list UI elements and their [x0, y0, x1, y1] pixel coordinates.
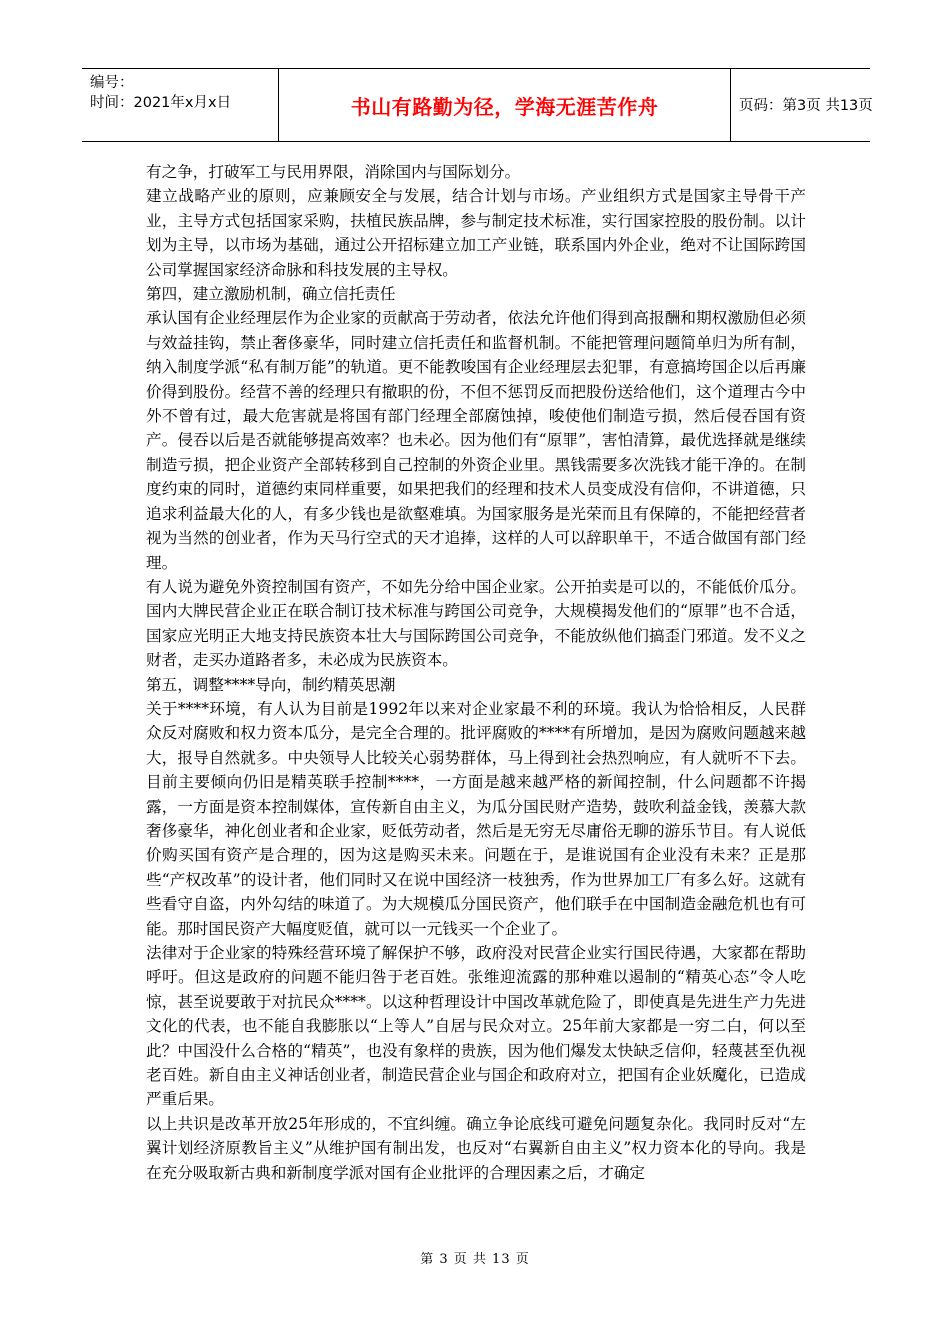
paragraph: 建立战略产业的原则，应兼顾安全与发展，结合计划与市场。产业组织方式是国家主导骨干产业，主导方式包括国家采购，扶植民族品牌，参与制定技术标准，实行国家控股的股份制。以计划为主导，以市场为基础，通过公开招标建立加工产业链，联系国内外企业，绝对不让国际跨国公司掌握国家经济命脉和科技发展的主导权。 [146, 187, 806, 279]
section-heading: 第四，建立激励机制，确立信托责任 [146, 285, 396, 304]
document-number-label: 编号： [90, 75, 134, 91]
page-footer: 第 3 页 共 13 页 [420, 1252, 530, 1267]
document-body [146, 160, 806, 1185]
paragraph: 关于****环境，有人认为目前是1992年以来对企业家最不利的环境。我认为恰恰相反，人民群众反对腐败和权力资本瓜分，是完全合理的。批评腐败的****有所增加，是因为腐败问题越来越大，报导自然就多。中央领导人比较关心弱势群体，马上得到社会热烈响应，有人就听不下去。目前主要倾向仍旧是精英联手控制****，一方面是越来越严格的新闻控制，什么问题都不许揭露，一方面是资本控制媒体，宣传新自由主义，为瓜分国民财产造势，鼓吹利益金钱，羡慕大款奢侈豪华，神化创业者和企业家，贬低劳动者，然后是无穷无尽庸俗无聊的游乐节目。有人说低价购买国有资产是合理的，因为这是购买未来。问题在于，是谁说国有企业没有未来？正是那些“产权改革”的设计者，他们同时又在说中国经济一枝独秀，作为世界加工厂有多么好。这就有些看守自盗，内外勾结的味道了。为大规模瓜分国民资产，他们联手在中国制造金融危机也有可能。那时国民资产大幅度贬值，就可以一元钱买一个企业了。 [146, 699, 806, 938]
paragraph: 法律对于企业家的特殊经营环境了解保护不够，政府没对民营企业实行国民待遇，大家都在帮助呼吁。但这是政府的问题不能归咎于老百姓。张维迎流露的那种难以遏制的“精英心态”令人吃惊，甚至说要敢于对抗民众****。以这种哲理设计中国改革就危险了，即使真是先进生产力先进文化的代表，也不能自我膨胀以“上等人”自居与民众对立。25年前大家都是一穷二白，何以至此？中国没什么合格的“精英”，也没有象样的贵族，因为他们爆发太快缺乏信仰，轻蔑甚至仇视老百姓。新自由主义神话创业者，制造民营企业与国企和政府对立，把国有企业妖魔化，已造成严重后果。 [146, 944, 806, 1109]
header-page-info: 页码：第3页 共13页 [739, 98, 873, 114]
header-motto: 书山有路勤为径，学海无涯苦作舟 [350, 95, 659, 119]
paragraph: 承认国有企业经理层作为企业家的贡献高于劳动者，依法允许他们得到高报酬和期权激励但必须与效益挂钩，禁止奢侈豪华，同时建立信托责任和监督机制。不能把管理问题简单归为所有制，纳入制度学派“私有制万能”的轨道。更不能教唆国有企业经理层去犯罪，有意搞垮国企以后再廉价得到股份。经营不善的经理只有撤职的份，不但不惩罚反而把股份送给他们，这个道理古今中外不曾有过，最大危害就是将国有部门经理全部腐蚀掉，唆使他们制造亏损，然后侵吞国有资产。侵吞以后是否就能够提高效率？也未必。因为他们有“原罪”，害怕清算，最优选择就是继续制造亏损，把企业资产全部转移到自己控制的外资企业里。黑钱需要多次洗钱才能干净的。在制度约束的同时，道德约束同样重要，如果把我们的经理和技术人员变成没有信仰，不讲道德，只追求利益最大化的人，有多少钱也是欲壑难填。为国家服务是光荣而且有保障的，不能把经营者视为当然的创业者，作为天马行空式的天才追捧，这样的人可以辞职单干，不适合做国有部门经理。 [146, 309, 806, 572]
header-meta [82, 69, 277, 141]
paragraph: 有之争，打破军工与民用界限，消除国内与国际划分。 [146, 163, 521, 181]
paragraph: 有人说为避免外资控制国有资产，不如先分给中国企业家。公开拍卖是可以的，不能低价瓜分。国内大牌民营企业正在联合制订技术标准与跨国公司竞争，大规模揭发他们的“原罪”也不合适，国家应光明正大地支持民族资本壮大与国际跨国公司竞争，不能放纵他们搞歪门邪道。发不义之财者，走买办道路者多，未必成为民族资本。 [146, 577, 806, 670]
header-motto-cell [278, 69, 731, 141]
section-heading: 第五，调整****导向，制约精英思潮 [146, 675, 396, 694]
paragraph: 以上共识是改革开放25年形成的，不宜纠缠。确立争论底线可避免问题复杂化。我同时反对“左翼计划经济原教旨主义”从维护国有制出发，也反对“右翼新自由主义”权力资本化的导向。我是在充分吸取新古典和新制度学派对国有企业批评的合理因素之后，才确定 [146, 1114, 806, 1182]
page-header [82, 68, 873, 142]
document-time-label: 时间：2021年x月x日 [90, 95, 232, 111]
header-page-cell [731, 69, 873, 141]
